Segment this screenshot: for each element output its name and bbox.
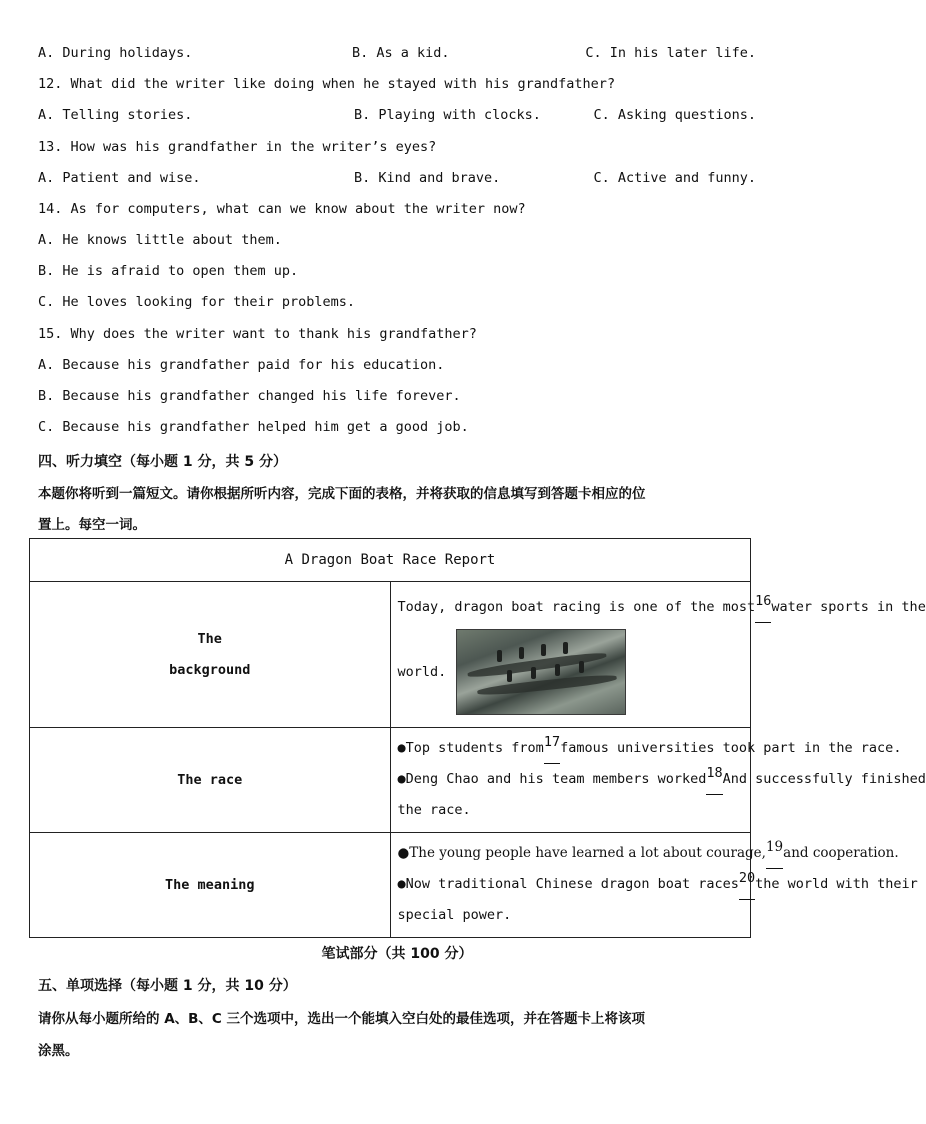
written-part-title: 笔试部分（共 100 分） [321,946,473,962]
race-text-1b: famous universities took part in the race. [560,739,902,756]
answer-blank-19: 19 [766,838,783,869]
q13-option-a: A. Patient and wise. [38,170,201,186]
meaning-text-2a: Now traditional Chinese dragon boat races [405,875,739,892]
bullet: ● [397,875,406,892]
meaning-text-1a: The young people have learned a lot about courage, [409,844,766,861]
bullet: ● [397,739,406,756]
q13-question: 13. How was his grandfather in the writer’s eyes? [38,139,437,155]
q15-option-b: B. Because his grandfather changed his life forever. [38,388,461,404]
answer-blank-20: 20 [739,869,755,900]
meaning-line2 [397,869,918,900]
section4-instruction-line2: 置上。每空一词。 [38,517,146,533]
q14-question: 14. As for computers, what can we know about the writer now? [38,201,526,217]
q12-option-b: B. Playing with clocks. [354,107,541,123]
race-line1 [397,733,902,764]
race-text-1a: Top students from [405,739,544,756]
q11-option-b: B. As a kid. [352,45,450,61]
background-label-line1: The [197,630,222,647]
q11-option-c: C. In his later life. [585,45,756,61]
background-line2 [398,629,743,715]
background-content [390,582,926,728]
meaning-content [390,833,918,938]
q13-options [38,170,756,190]
section5-instruction-line2: 涂黑。 [38,1043,79,1059]
section4-heading: 四、听力填空（每小题 1 分，共 5 分） [38,454,287,470]
q12-option-c: C. Asking questions. [593,107,756,123]
q13-option-c: C. Active and funny. [593,170,756,186]
race-label: The race [30,728,391,833]
meaning-label: The meaning [30,833,391,938]
q13-option-b: B. Kind and brave. [354,170,501,186]
q12-options [38,107,756,127]
answer-blank-17: 17 [544,733,560,764]
background-label [30,582,391,728]
q12-question: 12. What did the writer like doing when he stayed with his grandfather? [38,76,616,92]
answer-blank-18: 18 [706,764,722,795]
section4-instruction-line1: 本题你将听到一篇短文。请你根据所听内容，完成下面的表格，并将获取的信息填写到答题卡相应的位 [38,486,646,502]
bullet: ● [397,770,406,787]
dragon-boat-photo [456,629,626,715]
section5-heading: 五、单项选择（每小题 1 分，共 10 分） [38,978,297,994]
q11-options [38,45,756,65]
background-line1 [397,592,926,623]
answer-blank-16: 16 [755,592,771,623]
race-content [390,728,926,833]
meaning-line3: special power. [397,906,512,923]
q15-question: 15. Why does the writer want to thank his grandfather? [38,326,477,342]
dragon-boat-report-table [29,538,926,938]
q12-option-a: A. Telling stories. [38,107,193,123]
bullet: ● [397,844,410,861]
background-text-1a: Today, dragon boat racing is one of the most [397,599,756,615]
race-line3: the race. [397,801,471,818]
q14-option-c: C. He loves looking for their problems. [38,294,355,310]
q14-option-b: B. He is afraid to open them up. [38,263,299,279]
meaning-text-2b: the world with their [755,875,918,892]
meaning-text-1b: and cooperation. [783,844,899,861]
background-text-1b: water sports in the [771,599,926,615]
report-title: A Dragon Boat Race Report [30,539,751,582]
meaning-line1 [397,838,899,869]
race-text-2b: And successfully finished [722,770,926,787]
q11-option-a: A. During holidays. [38,45,193,61]
section5-instruction-line1: 请你从每小题所给的 A、B、C 三个选项中，选出一个能填入空白处的最佳选项，并在答题卡上将该项 [38,1011,646,1027]
background-text-2: world. [397,664,447,680]
q15-option-a: A. Because his grandfather paid for his education. [38,357,445,373]
race-text-2a: Deng Chao and his team members worked [405,770,707,787]
q15-option-c: C. Because his grandfather helped him get a good job. [38,419,469,435]
race-line2 [397,764,926,795]
background-label-line2: background [169,661,251,678]
q14-option-a: A. He knows little about them. [38,232,282,248]
